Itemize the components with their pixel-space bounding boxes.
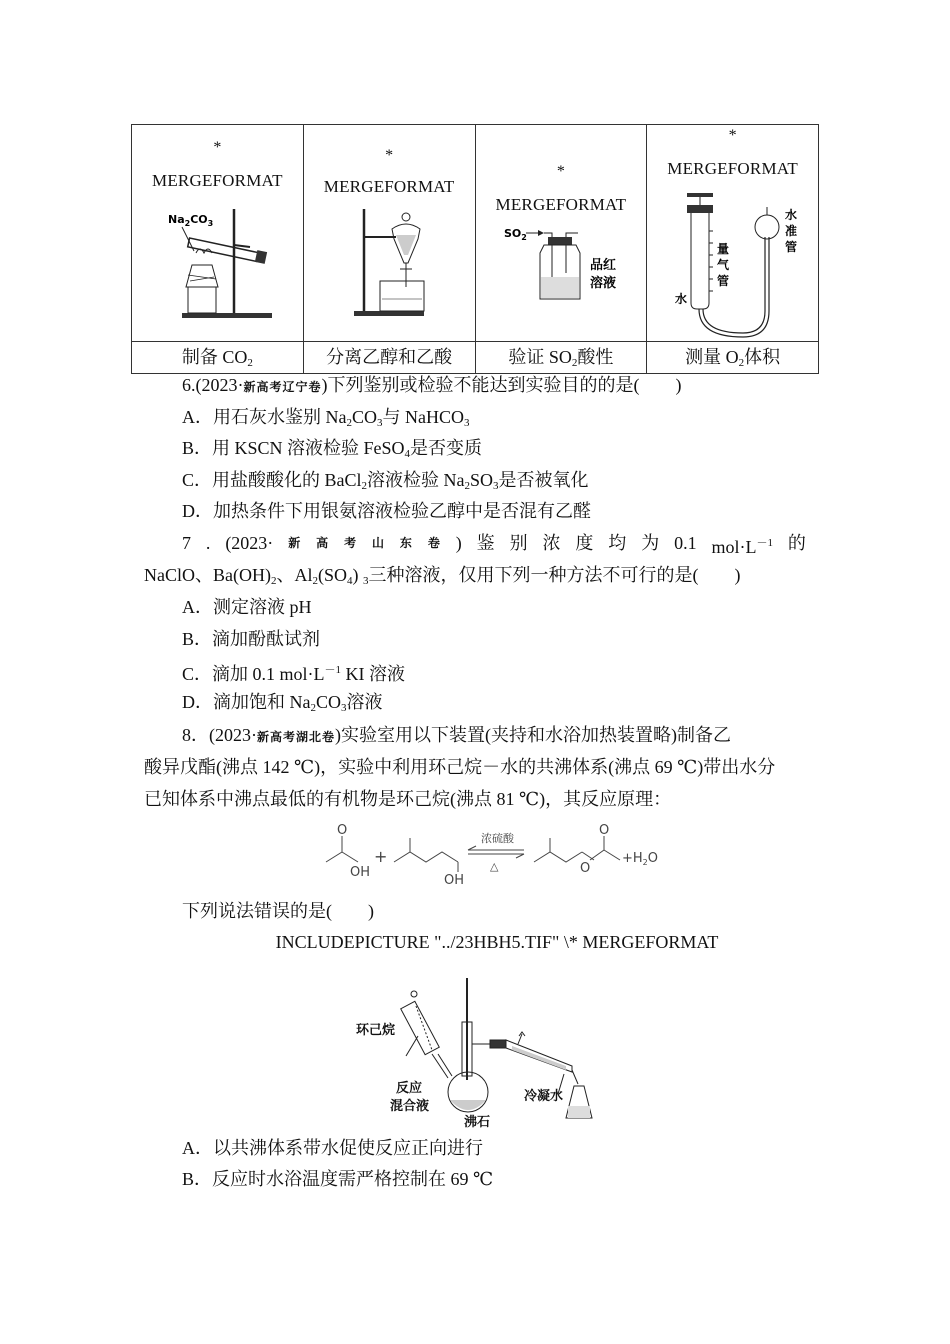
svg-text:溶液: 溶液 <box>589 276 616 291</box>
q8-stem-line3: 已知体系中沸点最低的有机物是环己烷(沸点 81 ℃)，其反应原理： <box>144 789 672 809</box>
q8-option-b: B．反应时水浴温度需严格控制在 69 ℃ <box>182 1169 494 1189</box>
caption-co2: 制备 $CO_2$ <box>132 341 303 373</box>
svg-text:气: 气 <box>717 258 730 272</box>
q6-option-c: C．用盐酸酸化的 BaCl$_2$溶液检验 $Na_2SO_3$是否被氧化 <box>182 470 589 492</box>
svg-text:反应: 反应 <box>396 1081 423 1096</box>
o2-apparatus-figure <box>673 191 823 339</box>
funnel-apparatus-figure <box>344 205 444 337</box>
svg-text:OH: OH <box>350 865 371 880</box>
svg-text:Na2CO3: $Na_2CO_3$ <box>168 213 214 228</box>
q6-option-d: D．加热条件下用银氨溶液检验乙醇中是否混有乙醛 <box>182 501 591 521</box>
q8-stem-line2: 酸异戊酯(沸点 142 ℃)，实验中利用环己烷－水的共沸体系(沸点 69 ℃)带出水分 <box>144 757 776 777</box>
field-star: * <box>728 127 737 144</box>
q7-option-a: A．测定溶液 pH <box>182 597 312 617</box>
caption-o2: 测量 $O_2$体积 <box>647 341 818 373</box>
q7-stem-line1: 7 . (2023· 新 高 考 山 东 卷 ) 鉴 别 浓 度 均 为 0.1 $mol\cdot L^{-1}$ 的 <box>182 533 806 557</box>
distillation-apparatus-figure <box>352 974 612 1130</box>
field-star: * <box>385 147 394 164</box>
svg-text:混合液: 混合液 <box>390 1099 430 1114</box>
q7-option-b: B．滴加酚酞试剂 <box>182 629 321 649</box>
apparatus-table <box>131 124 819 374</box>
q6-option-b: B．用 KSCN 溶液检验 FeSO$_4$是否变质 <box>182 438 483 460</box>
q7-option-d: D．滴加饱和 $Na_2CO_3$溶液 <box>182 692 383 714</box>
svg-text:O: O <box>580 861 591 876</box>
svg-text:管: 管 <box>785 240 798 254</box>
svg-text:冷凝水: 冷凝水 <box>524 1089 564 1104</box>
reaction-scheme <box>318 820 678 892</box>
field-mergeformat: MERGEFORMAT <box>667 159 798 178</box>
svg-text:量: 量 <box>717 242 730 256</box>
field-star: * <box>213 139 222 156</box>
q7-stem-line2: NaClO、$Ba(OH)_2$、$Al_2(SO_4)$ $_3$三种溶液，仅用下列一种方法不可行的是( ) <box>144 565 741 587</box>
q8-option-a: A．以共沸体系带水促使反应正向进行 <box>182 1138 483 1158</box>
svg-text:△: △ <box>490 860 499 873</box>
svg-text:准: 准 <box>785 224 798 238</box>
so2-apparatus-figure <box>500 219 640 301</box>
field-mergeformat: MERGEFORMAT <box>323 177 455 196</box>
svg-text:OH: OH <box>444 873 465 888</box>
cell-co2 <box>132 125 304 374</box>
svg-text:O: O <box>337 823 348 838</box>
svg-text:沸石: 沸石 <box>464 1115 491 1130</box>
cell-o2 <box>647 125 819 374</box>
q6-option-a: A．用石灰水鉴别 $Na_2CO_3$与 NaHCO$_3$ <box>182 407 470 429</box>
field-mergeformat: MERGEFORMAT <box>495 195 627 214</box>
svg-text:O: O <box>599 823 610 838</box>
co2-apparatus-figure <box>152 207 292 337</box>
field-mergeformat: MERGEFORMAT <box>152 171 283 190</box>
svg-text:管: 管 <box>717 274 730 288</box>
field-star: * <box>556 163 565 180</box>
q6-stem: 6.(2023·新高考辽宁卷)下列鉴别或检验不能达到实验目的的是( ) <box>182 375 682 395</box>
caption-so2: 验证 $SO_2$酸性 <box>476 341 647 373</box>
field-includepicture: INCLUDEPICTURE "../23HBH5.TIF" \* MERGEFORMAT <box>275 932 719 952</box>
cell-so2 <box>475 125 647 374</box>
caption-separate: 分离乙醇和乙酸 <box>304 341 475 373</box>
svg-text:水: 水 <box>785 208 798 222</box>
svg-text:水: 水 <box>675 292 688 306</box>
cell-separate <box>303 125 475 374</box>
svg-text:SO2: $SO_2$ <box>503 227 527 242</box>
q7-option-c: C．滴加 0.1 $mol\cdot L^{-1}$ KI 溶液 <box>182 664 405 684</box>
svg-text:品红: 品红 <box>589 258 616 273</box>
svg-text:+H2O: $+H_2O$ <box>622 851 658 867</box>
q8-stem-line1: 8．(2023·新高考湖北卷)实验室用以下装置(夹持和水浴加热装置略)制备乙 <box>182 725 731 745</box>
svg-text:浓硫酸: 浓硫酸 <box>481 832 514 845</box>
svg-text:环己烷: 环己烷 <box>356 1023 396 1038</box>
svg-text:+: + <box>374 847 388 866</box>
q8-prompt: 下列说法错误的是( ) <box>182 901 374 921</box>
